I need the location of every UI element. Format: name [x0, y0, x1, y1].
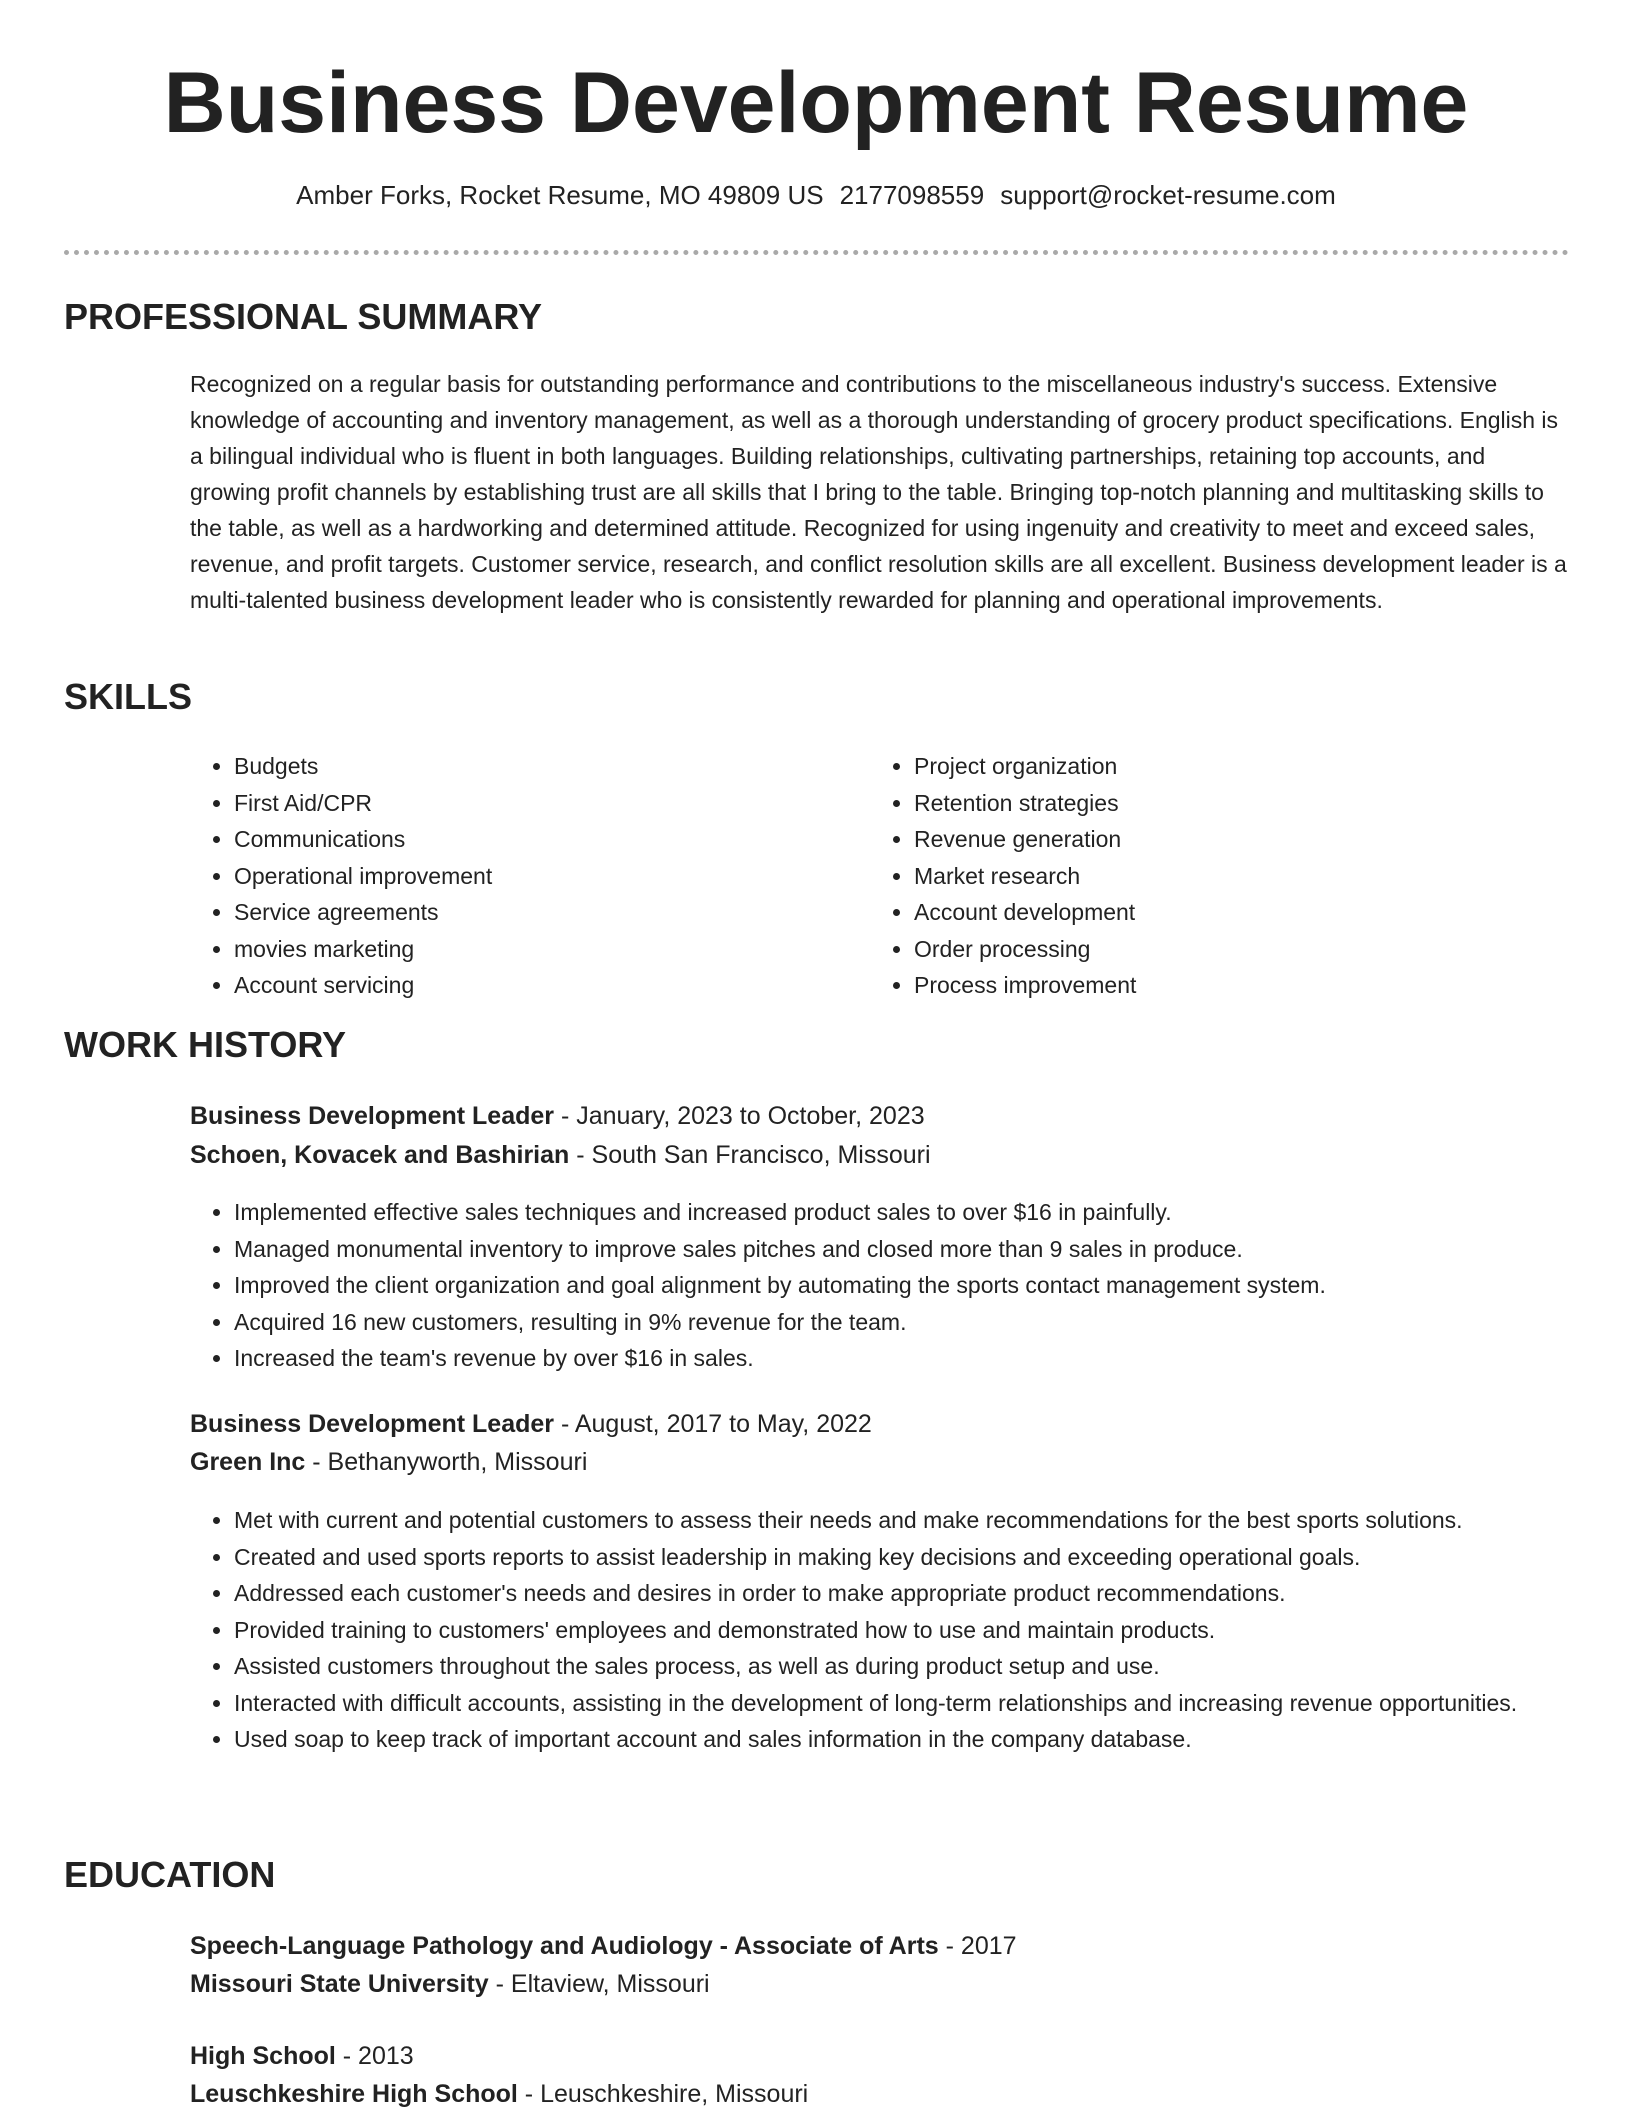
job-dates: - January, 2023 to October, 2023 — [554, 1102, 925, 1130]
contact-email: support@rocket-resume.com — [1000, 180, 1336, 210]
skills-column-right — [870, 748, 1520, 1004]
skill-item: • Retention strategies — [914, 785, 1520, 822]
job-dates: - August, 2017 to May, 2022 — [554, 1410, 872, 1438]
skill-item: • movies marketing — [234, 931, 840, 968]
skills-list-left — [190, 748, 840, 1004]
education-location: - Eltaview, Missouri — [488, 1970, 710, 1998]
job-company: Schoen, Kovacek and Bashirian — [190, 1141, 570, 1169]
education-degree-line — [190, 1932, 1017, 1961]
skills-list-right — [870, 748, 1520, 1004]
education-school: Missouri State University — [190, 1970, 489, 1998]
job-bullet: • Met with current and potential customers to assess their needs and make recommendations for the best sports solutions. — [234, 1502, 1530, 1539]
job-location: - South San Francisco, Missouri — [569, 1141, 931, 1169]
skill-item: • Project organization — [914, 748, 1520, 785]
skill-item: • Communications — [234, 821, 840, 858]
skills-column-left — [190, 748, 840, 1004]
skill-item: • Market research — [914, 858, 1520, 895]
skill-item: • Operational improvement — [234, 858, 840, 895]
education-location: - Leuschkeshire, Missouri — [517, 2080, 809, 2108]
job-company: Green Inc — [190, 1448, 306, 1476]
job-title-line — [190, 1102, 925, 1131]
header-divider — [64, 250, 1569, 255]
job-bullet: • Improved the client organization and goal alignment by automating the sports contact management system. — [234, 1267, 1530, 1304]
resume-title: Business Development Resume — [163, 55, 1469, 151]
job-bullet: • Assisted customers throughout the sales process, as well as during product setup and use. — [234, 1648, 1530, 1685]
contact-line — [0, 180, 1632, 211]
education-heading: EDUCATION — [64, 1854, 276, 1895]
skill-item: • Order processing — [914, 931, 1520, 968]
work-history-heading: WORK HISTORY — [64, 1024, 347, 1065]
job-company-line — [190, 1448, 587, 1477]
summary-text: Recognized on a regular basis for outstanding performance and contributions to the miscellaneous industry's success. Extensive knowledge of accounting and inventory management, as well as a thorough understanding of grocery product specifications. English is a bilingual individual who is fluent in both languages. Building relationships, cultivating partnerships, retaining top accounts, and growing profit channels by establishing trust are all skills that I bring to the table. Bringing top-notch planning and multitasking skills to the table, as well as a hardworking and determined attitude. Recognized for using ingenuity and creativity to meet and exceed sales, revenue, and profit targets. Customer service, research, and conflict resolution skills are all excellent. Business development leader is a multi-talented business development leader who is consistently rewarded for planning and operational improvements. — [190, 371, 1567, 613]
job-bullet: • Increased the team's revenue by over $16 in sales. — [234, 1340, 1530, 1377]
job-responsibilities — [190, 1194, 1530, 1377]
education-school: Leuschkeshire High School — [190, 2080, 518, 2108]
job-location: - Bethanyworth, Missouri — [305, 1448, 588, 1476]
job-title: Business Development Leader — [190, 1102, 555, 1130]
job-bullet: • Addressed each customer's needs and desires in order to make appropriate product recommendations. — [234, 1575, 1530, 1612]
job-bullet: • Created and used sports reports to assist leadership in making key decisions and exceeding operational goals. — [234, 1539, 1530, 1576]
job-bullet-list — [190, 1194, 1530, 1377]
education-degree-line — [190, 2042, 414, 2071]
job-title-line — [190, 1410, 872, 1439]
skill-item: • Account development — [914, 894, 1520, 931]
job-bullet: • Implemented effective sales techniques and increased product sales to over $16 in painfully. — [234, 1194, 1530, 1231]
job-bullet-list — [190, 1502, 1530, 1758]
summary-heading: PROFESSIONAL SUMMARY — [64, 296, 543, 337]
skill-item: • Process improvement — [914, 967, 1520, 1004]
education-year: - 2013 — [335, 2042, 414, 2070]
job-bullet: • Interacted with difficult accounts, assisting in the development of long-term relationships and increasing revenue opportunities. — [234, 1685, 1530, 1722]
education-school-line — [190, 1970, 710, 1999]
skill-item: • First Aid/CPR — [234, 785, 840, 822]
job-bullet: • Managed monumental inventory to improve sales pitches and closed more than 9 sales in produce. — [234, 1231, 1530, 1268]
job-bullet: • Acquired 16 new customers, resulting in 9% revenue for the team. — [234, 1304, 1530, 1341]
skill-item: • Revenue generation — [914, 821, 1520, 858]
skill-item: • Service agreements — [234, 894, 840, 931]
skill-item: • Account servicing — [234, 967, 840, 1004]
job-company-line — [190, 1141, 931, 1170]
contact-address: Amber Forks, Rocket Resume, MO 49809 US — [296, 180, 824, 210]
skills-heading: SKILLS — [64, 676, 193, 717]
job-responsibilities — [190, 1502, 1530, 1758]
education-degree: Speech-Language Pathology and Audiology - Associate of Arts — [190, 1932, 939, 1960]
job-bullet: • Provided training to customers' employees and demonstrated how to use and maintain products. — [234, 1612, 1530, 1649]
education-year: - 2017 — [938, 1932, 1017, 1960]
job-bullet: • Used soap to keep track of important account and sales information in the company database. — [234, 1721, 1530, 1758]
education-degree: High School — [190, 2042, 336, 2070]
skill-item: • Budgets — [234, 748, 840, 785]
education-school-line — [190, 2080, 808, 2109]
job-title: Business Development Leader — [190, 1410, 555, 1438]
contact-phone: 2177098559 — [839, 180, 985, 210]
